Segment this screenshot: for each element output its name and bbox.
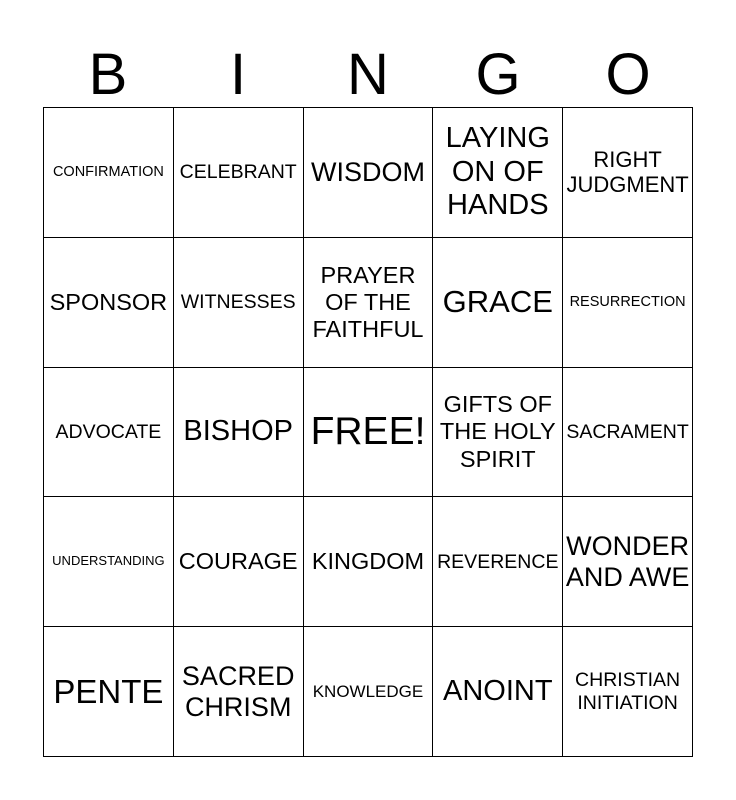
header-letter-n: N	[347, 42, 389, 107]
bingo-cell-label: RIGHT JUDGMENT	[566, 147, 689, 198]
bingo-cell-r1c4[interactable]	[433, 108, 563, 238]
bingo-cell-label: WITNESSES	[180, 290, 296, 313]
bingo-cell-r5c5[interactable]	[563, 627, 693, 757]
bingo-cell-label: COURAGE	[178, 548, 298, 575]
bingo-cell-r4c5[interactable]	[563, 497, 693, 627]
bingo-cell-r4c3[interactable]	[304, 497, 434, 627]
bingo-cell-r2c2[interactable]	[174, 238, 304, 368]
bingo-cell-label: KINGDOM	[311, 548, 425, 575]
bingo-cell-r1c1[interactable]	[44, 108, 174, 238]
bingo-cell-label: GRACE	[442, 284, 553, 320]
bingo-cell-r2c4[interactable]	[433, 238, 563, 368]
header-letter-g: G	[475, 42, 521, 107]
bingo-cell-r1c2[interactable]	[174, 108, 304, 238]
bingo-board	[43, 107, 693, 757]
bingo-cell-r2c5[interactable]	[563, 238, 693, 368]
bingo-header	[43, 42, 693, 108]
bingo-cell-r4c4[interactable]	[433, 497, 563, 627]
bingo-cell-label: ANOINT	[443, 674, 553, 707]
bingo-cell-label: PENTE	[53, 672, 164, 710]
bingo-cell-label: PRAYER OF THE FAITHFUL	[312, 261, 424, 342]
bingo-cell-label: SACRED CHRISM	[181, 660, 295, 722]
bingo-cell-label: FREE!	[310, 409, 426, 453]
bingo-cell-label: GIFTS OF THE HOLY SPIRIT	[439, 391, 556, 472]
bingo-cell-r3c5[interactable]	[563, 368, 693, 498]
bingo-cell-r3c4[interactable]	[433, 368, 563, 498]
bingo-cell-label: UNDERSTANDING	[52, 553, 165, 569]
bingo-cell-label: BISHOP	[183, 415, 293, 448]
header-letter-b: B	[88, 42, 128, 107]
bingo-cell-label: SACRAMENT	[566, 420, 689, 443]
bingo-cell-label: REVERENCE	[437, 550, 559, 573]
bingo-cell-r4c2[interactable]	[174, 497, 304, 627]
bingo-cell-label: ADVOCATE	[55, 420, 162, 443]
bingo-cell-label: CELEBRANT	[179, 161, 297, 184]
bingo-cell-label: WONDER AND AWE	[565, 530, 690, 592]
bingo-cell-r5c2[interactable]	[174, 627, 304, 757]
bingo-cell-r3c3[interactable]	[304, 368, 434, 498]
bingo-cell-label: SPONSOR	[49, 288, 168, 315]
bingo-cell-r3c2[interactable]	[174, 368, 304, 498]
bingo-cell-r4c1[interactable]	[44, 497, 174, 627]
bingo-cell-r5c1[interactable]	[44, 627, 174, 757]
header-letter-i: I	[229, 42, 247, 107]
bingo-cell-r1c3[interactable]	[304, 108, 434, 238]
bingo-cell-r2c3[interactable]	[304, 238, 434, 368]
header-letter-o: O	[605, 42, 651, 107]
bingo-cell-label: LAYING ON OF HANDS	[445, 122, 550, 222]
bingo-cell-label: KNOWLEDGE	[312, 681, 424, 701]
bingo-cell-r3c1[interactable]	[44, 368, 174, 498]
bingo-cell-label: WISDOM	[310, 156, 425, 187]
bingo-cell-r2c1[interactable]	[44, 238, 174, 368]
bingo-cell-label: RESURRECTION	[569, 293, 686, 310]
bingo-cell-label: CONFIRMATION	[52, 164, 164, 181]
bingo-cell-r5c3[interactable]	[304, 627, 434, 757]
bingo-cell-r5c4[interactable]	[433, 627, 563, 757]
bingo-cell-r1c5[interactable]	[563, 108, 693, 238]
bingo-cell-label: CHRISTIAN INITIATION	[575, 669, 681, 714]
